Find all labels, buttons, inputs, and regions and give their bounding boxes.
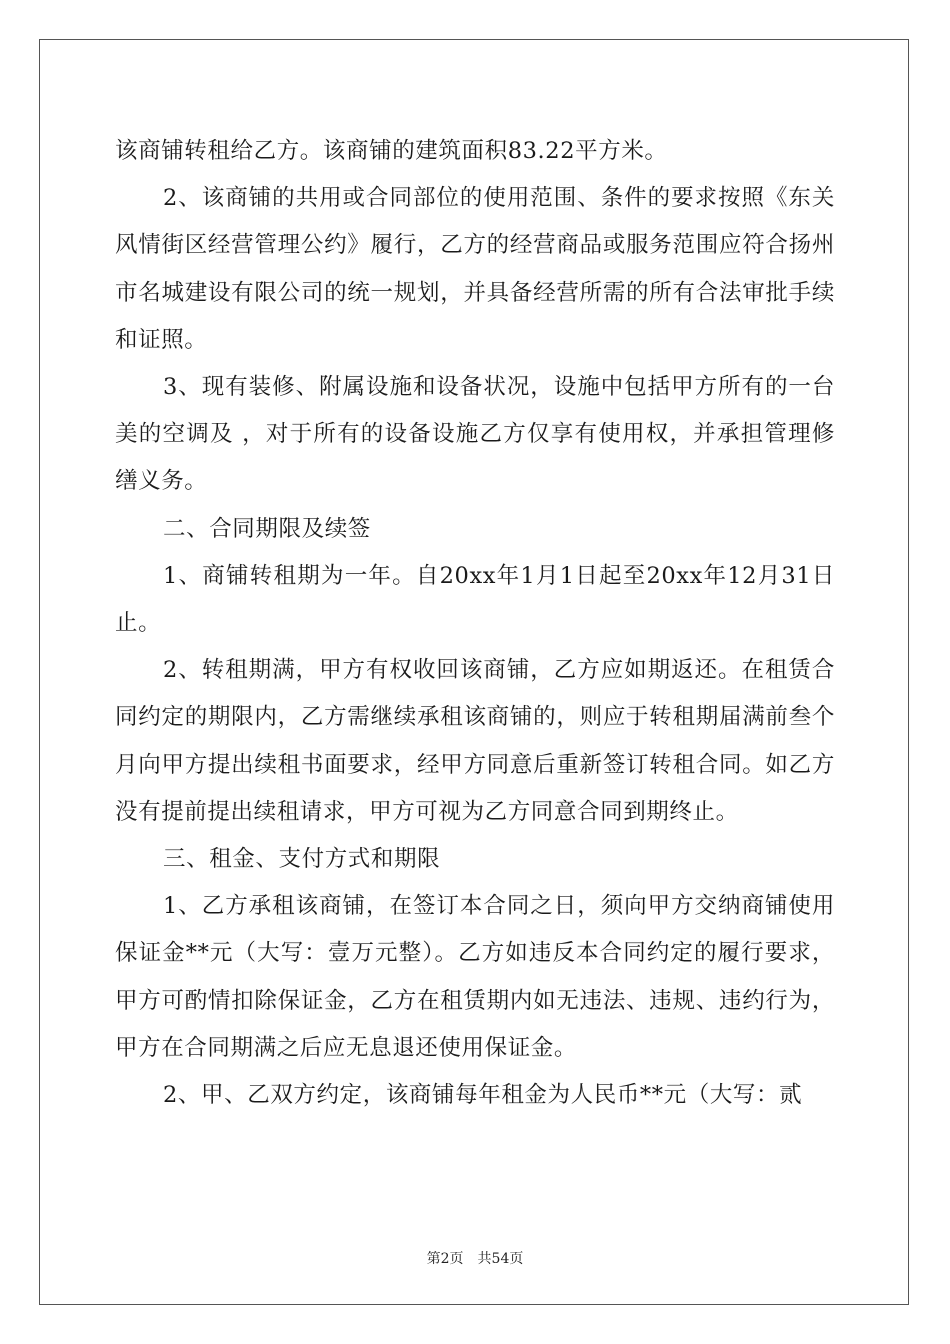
document-body bbox=[115, 128, 835, 1119]
paragraph-1: 该商铺转租给乙方。该商铺的建筑面积83.22平方米。 bbox=[115, 138, 668, 164]
paragraph-4: 1、商铺转租期为一年。自20xx年1月1日起至20xx年12月31日止。 bbox=[115, 562, 835, 637]
paragraph-7: 2、甲、乙双方约定，该商铺每年租金为人民币**元（大写：贰 bbox=[163, 1082, 803, 1109]
section-heading-rent: 三、租金、支付方式和期限 bbox=[163, 846, 441, 873]
page-total: 共54页 bbox=[477, 1251, 524, 1267]
section-heading-term: 二、合同期限及续签 bbox=[163, 515, 371, 542]
paragraph-5: 2、转租期满，甲方有权收回该商铺，乙方应如期返还。在租赁合同约定的期限内，乙方需继续承租该商铺的，则应于转租期届满前叁个月向甲方提出续租书面要求，经甲方同意后重新签订转租合同。如乙方没有提前提出续租请求，甲方可视为乙方同意合同到期终止。 bbox=[115, 657, 835, 825]
page-footer bbox=[0, 1248, 950, 1268]
paragraph-6: 1、乙方承租该商铺，在签订本合同之日，须向甲方交纳商铺使用保证金**元（大写：壹万元整）。乙方如违反本合同约定的履行要求，甲方可酌情扣除保证金，乙方在租赁期内如无违法、违规、违约行为，甲方在合同期满之后应无息退还使用保证金。 bbox=[115, 893, 835, 1061]
page-number: 第2页 bbox=[426, 1251, 464, 1267]
paragraph-3: 3、现有装修、附属设施和设备状况，设施中包括甲方所有的一台美的空调及 ，对于所有的设备设施乙方仅享有使用权，并承担管理修缮义务。 bbox=[115, 374, 835, 495]
paragraph-2: 2、该商铺的共用或合同部位的使用范围、条件的要求按照《东关风情街区经营管理公约》履行，乙方的经营商品或服务范围应符合扬州市名城建设有限公司的统一规划，并具备经营所需的所有合法审批手续和证照。 bbox=[115, 185, 835, 353]
